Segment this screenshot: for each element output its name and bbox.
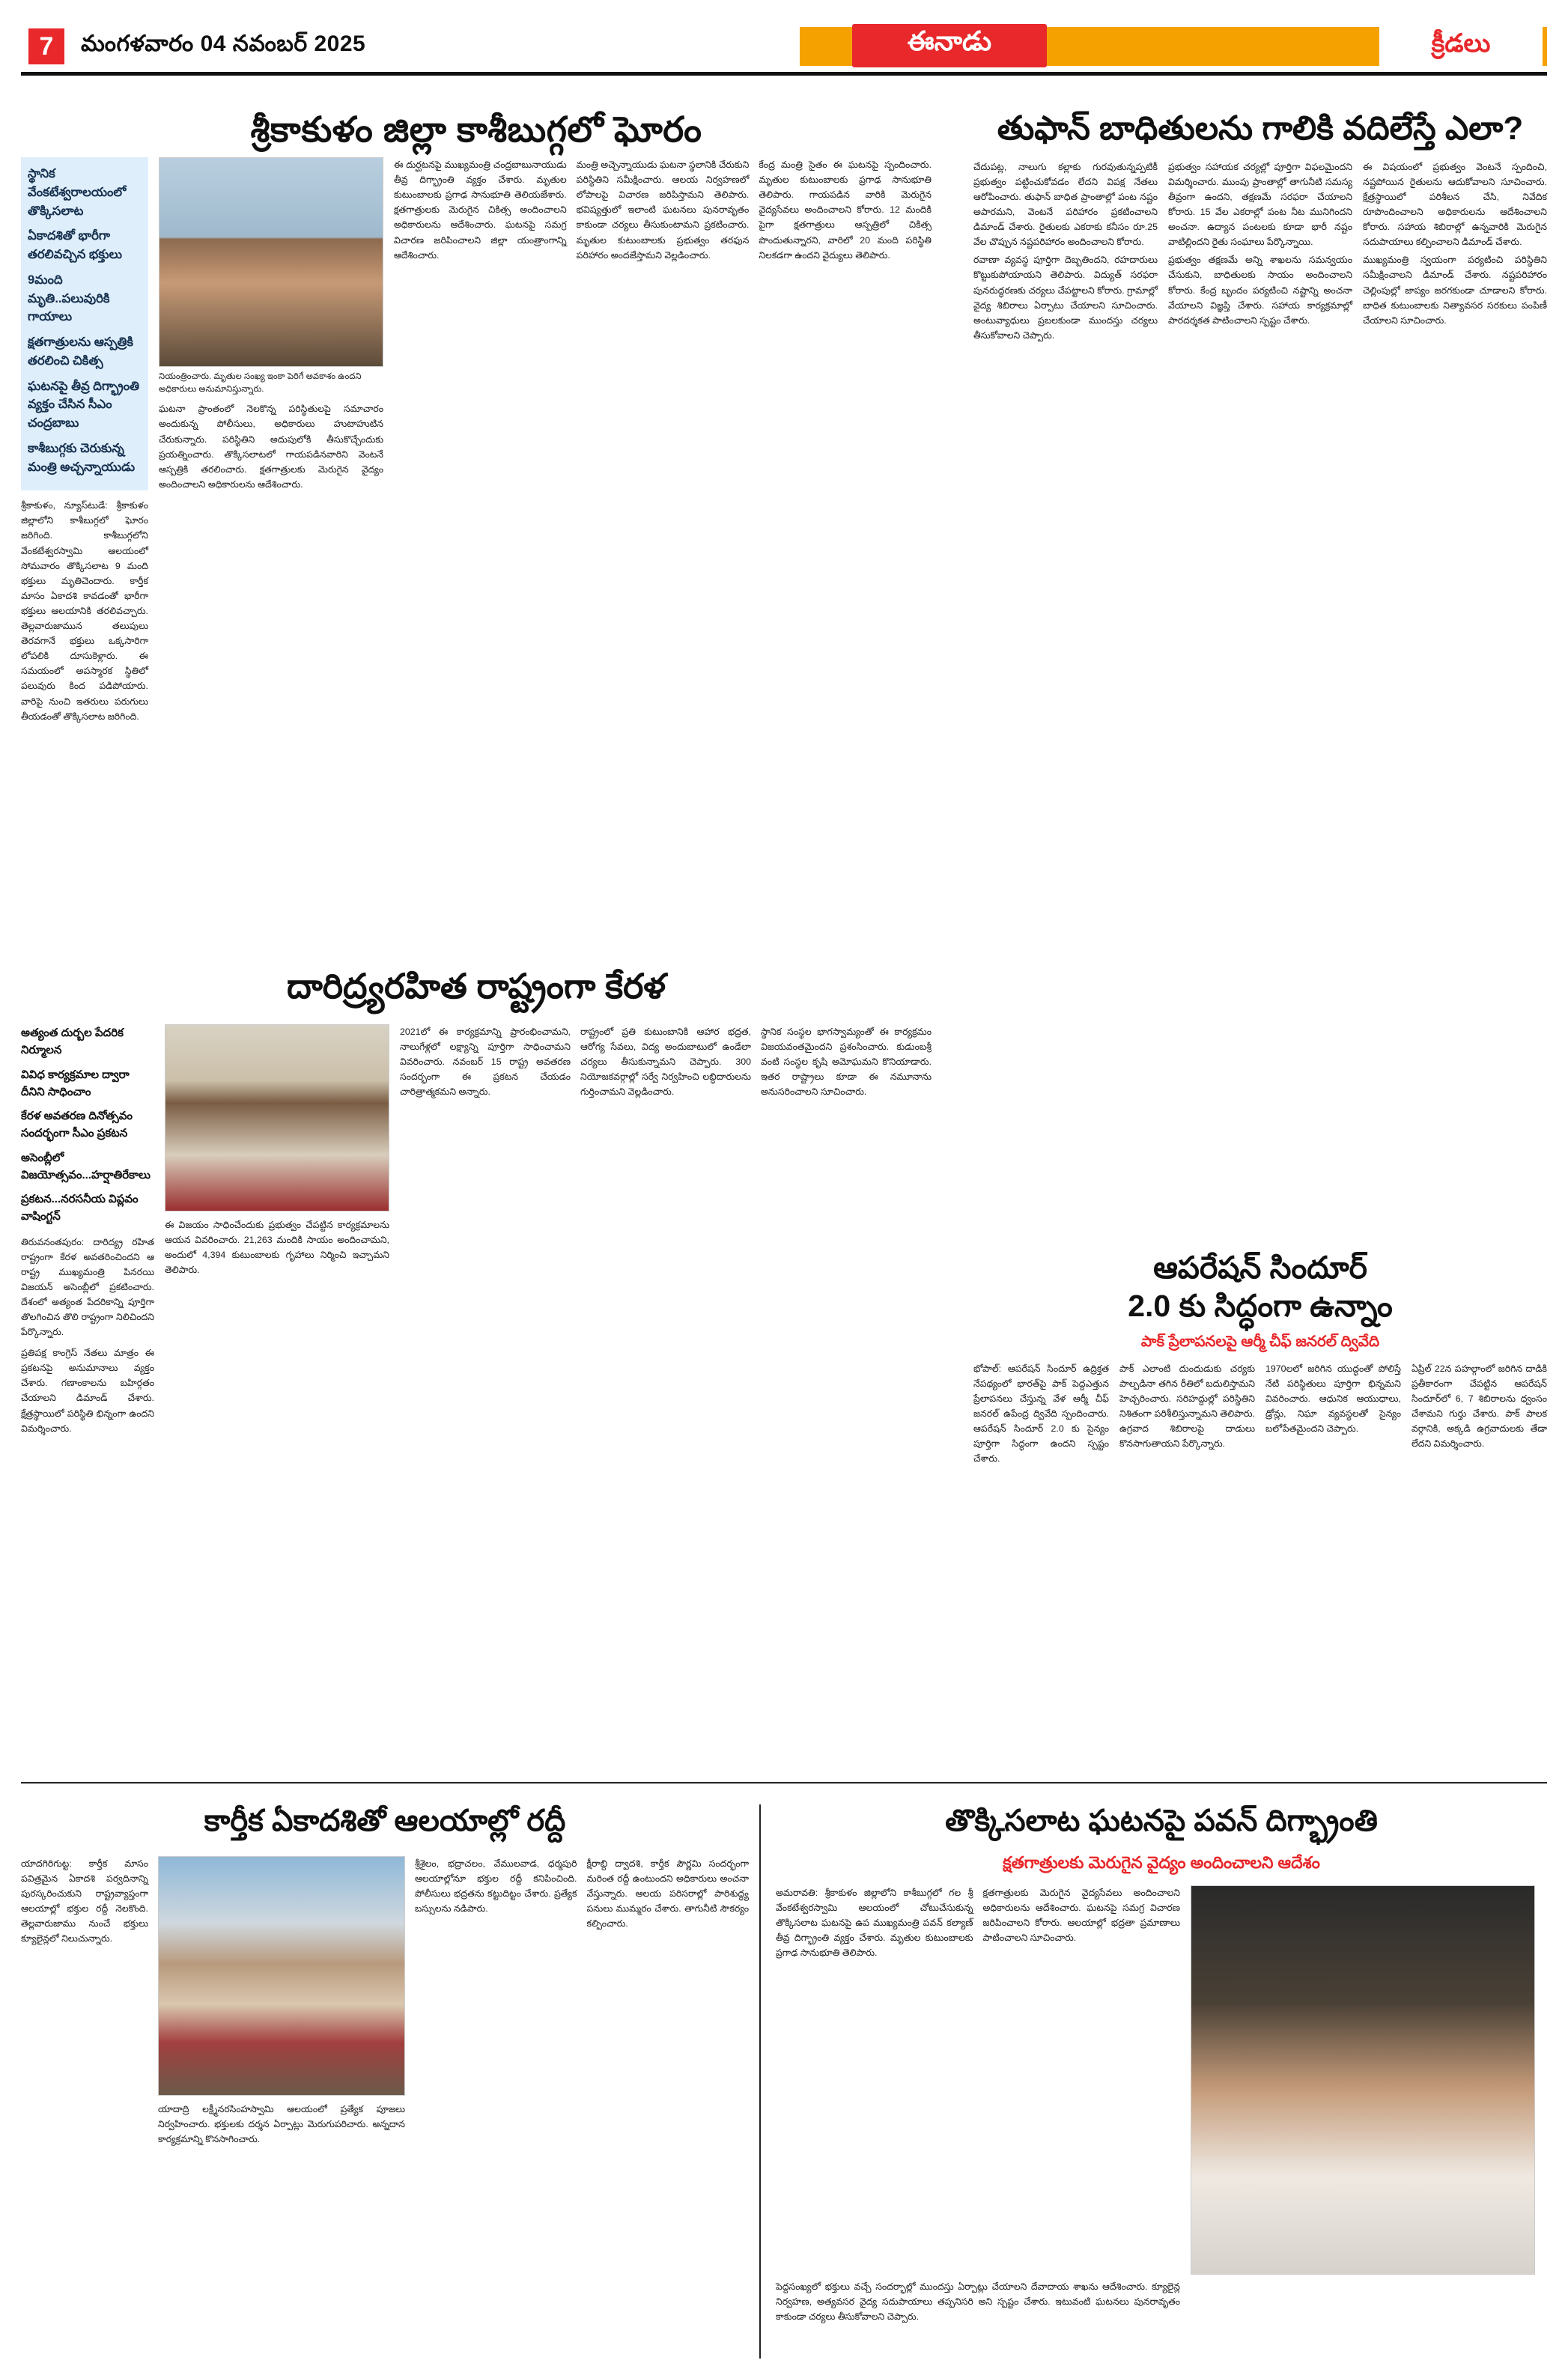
bullet-item: క్షతగాత్రులను ఆస్పత్రికి తరలించి చికిత్స bbox=[28, 335, 134, 368]
story-srikakulam-col-1: శ్రీకాకుళం, న్యూస్‌టుడే: శ్రీకాకుళం జిల్లాలోని కాశీబుగ్గలో ఘోరం జరిగింది. కాశీబుగ్గలోని వేంకటేశ్వరస్వామి ఆలయంలో సోమవారం తొక్కిసలాట 9 మంది భక్తులు మృతిచెందారు. కార్తీక మాసం ఏకాదశి కావడంతో భారీగా భక్తులు ఆలయానికి తరలివచ్చారు. తెల్లవారుజామున తలుపులు తెరవగానే భక్తులు ఒక్కసారిగా లోపలికి దూసుకెళ్లారు. ఈ సమయంలో అపస్మారక స్థితిలో పలువురు కింద పడిపోయారు. వారిపై నుంచి ఇతరులు పరుగులు తీయడంతో తొక్కిసలాట జరిగింది. bbox=[21, 500, 148, 722]
story-kerala-col-6: ప్రతిపక్ష కాంగ్రెస్‌ నేతలు మాత్రం ఈ ప్రకటనపై అనుమానాలు వ్యక్తం చేశారు. గణాంకాలను బహిర్గతం చేయాలని డిమాండ్‌ చేశారు. క్షేత్రస్థాయిలో పరిస్థితి భిన్నంగా ఉందని విమర్శించారు. bbox=[21, 1348, 154, 1434]
bullet-item: ఘటనపై తీవ్ర దిగ్భ్రాంతి వ్యక్తం చేసిన సీఎం చంద్రబాబు bbox=[28, 379, 139, 431]
story-pawan-col-1: అమరావతి: శ్రీకాకుళం జిల్లాలోని కాశీబుగ్గలో గల శ్రీ వేంకటేశ్వరస్వామి ఆలయంలో చోటుచేసుకున్న తొక్కిసలాట ఘటనపై ఉప ముఖ్యమంత్రి పవన్‌ కల్యాణ్‌ తీవ్ర దిగ్భ్రాంతి వ్యక్తం చేశారు. మృతుల కుటుంబాలకు ప్రగాఢ సానుభూతి తెలిపారు. bbox=[776, 1888, 973, 1959]
story-karthika-col-2: యాదాద్రి లక్ష్మీనరసింహస్వామి ఆలయంలో ప్రత్యేక పూజలు నిర్వహించారు. భక్తులకు దర్శన ఏర్పాట్లు మెరుగుపరిచారు. అన్నదాన కార్యక్రమాన్ని కొనసాగించారు. bbox=[158, 2104, 405, 2145]
story-cyclone-col-1: చేదుపట్ల, నాలుగు కల్లాకు గురవుతున్నప్పటికీ ప్రభుత్వం పట్టించుకోవడం లేదని విపక్ష నేతలు ఆరోపించారు. తుఫాన్‌ బాధిత ప్రాంతాల్లో పంట నష్టం అపారమని, వెంటనే పరిహారం ప్రకటించాలని డిమాండ్‌ చేశారు. రైతులకు ఎకరాకు కనీసం రూ.25 వేల చొప్పున నష్టపరిహారం అందించాలని కోరారు. bbox=[973, 161, 1158, 248]
story-cyclone-victims bbox=[973, 109, 1547, 343]
story-pawan-subhead: క్షతగాత్రులకు మెరుగైన వైద్యం అందించాలని ఆదేశం bbox=[1003, 1853, 1320, 1872]
story-cyclone-col-5: ప్రభుత్వం తక్షణమే అన్ని శాఖలను సమన్వయం చేసుకుని, బాధితులకు సాయం అందించాలని కోరారు. కేంద్ర బృందం పర్యటించి నష్టాన్ని అంచనా వేయాలని విజ్ఞప్తి చేశారు. సహాయ కార్యక్రమాల్లో పారదర్శకత పాటించాలని స్పష్టం చేశారు. bbox=[1168, 255, 1352, 326]
story-sindoor-col-3: 1970లలో జరిగిన యుద్ధంతో పోలిస్తే నేటి పరిస్థితులు పూర్తిగా భిన్నమని వివరించారు. ఆధునిక ఆయుధాలు, డ్రోన్లు, నిఘా వ్యవస్థలతో సైన్యం బలోపేతమైందని చెప్పారు. bbox=[1265, 1363, 1401, 1434]
story-kerala-col-2: ఈ విజయం సాధించేందుకు ప్రభుత్వం చేపట్టిన కార్యక్రమాలను ఆయన వివరించారు. 21,263 మందికి సాయం అందించామని, అందులో 4,394 కుటుంబాలకు గృహాలు నిర్మించి ఇచ్చామని తెలిపారు. bbox=[165, 1220, 389, 1276]
story-karthika-col-3: శ్రీశైలం, భద్రాచలం, వేములవాడ, ధర్మపురి ఆలయాల్లోనూ భక్తుల రద్దీ కనిపించింది. పోలీసులు భద్రతను కట్టుదిట్టం చేశారు. ప్రత్యేక బస్సులను నడిపారు. bbox=[415, 1858, 577, 1915]
story-sindoor-col-1: భోపాల్‌: ఆపరేషన్‌ సిందూర్‌ ఉద్రిక్తత నేపథ్యంలో భారత్‌పై పాక్‌ పెద్దఎత్తున ప్రేలాపనలు చేస్తున్న వేళ ఆర్మీ చీఫ్‌ జనరల్‌ ఉపేంద్ర ద్వివేది స్పందించారు. ఆపరేషన్‌ సిందూర్‌ 2.0 కు సైన్యం పూర్తిగా సిద్ధంగా ఉందని స్పష్టం చేశారు. bbox=[973, 1363, 1109, 1465]
kerala-cm-photo bbox=[165, 1024, 389, 1211]
bullet-item: వివిధ కార్యక్రమాల ద్వారా దీనిని సాధించాం bbox=[21, 1068, 130, 1098]
story-kerala-col-5: స్థానిక సంస్థల భాగస్వామ్యంతో ఈ కార్యక్రమం విజయవంతమైందని ప్రశంసించారు. కుడుంబశ్రీ వంటి సంస్థల కృషి అమోఘమని కొనియాడారు. ఇతర రాష్ట్రాలు కూడా ఈ నమూనాను అనుసరించాలని సూచించారు. bbox=[761, 1027, 932, 1098]
story-sindoor-col-2: పాక్‌ ఎలాంటి దుందుడుకు చర్యకు పాల్పడినా తగిన రీతిలో బదులిస్తామని హెచ్చరించారు. సరిహద్దుల్లో పరిస్థితిని నిశితంగా పరిశీలిస్తున్నామని తెలిపారు. ఉగ్రవాద శిబిరాలపై దాడులు కొనసాగుతాయని పేర్కొన్నారు. bbox=[1119, 1363, 1255, 1449]
story-pawan-headline: తొక్కిసలాట ఘటనపై పవన్‌ దిగ్భ్రాంతి bbox=[945, 1804, 1378, 1837]
pawan-kalyan-photo bbox=[1191, 1885, 1535, 2275]
story-sindoor-headline-line2: 2.0 కు సిద్ధంగా ఉన్నాం bbox=[1128, 1289, 1393, 1324]
story-karthika-headline: కార్తీక ఏకాదశితో ఆలయాల్లో రద్దీ bbox=[204, 1804, 566, 1837]
story-karthika-temples bbox=[21, 1804, 749, 2147]
bullet-item: ప్రకటన...నరసనీయ విప్లవం వాషింగ్టన్ bbox=[21, 1193, 139, 1223]
page-number: 7 bbox=[28, 28, 64, 64]
story-kerala-col-1: తిరువనంతపురం: దారిద్య్ర రహిత రాష్ట్రంగా కేరళ అవతరించిందని ఆ రాష్ట్ర ముఖ్యమంత్రి పినరయి విజయన్‌ అసెంబ్లీలో ప్రకటించారు. దేశంలో అత్యంత పేదరికాన్ని పూర్తిగా తొలగించిన తొలి రాష్ట్రంగా నిలిచిందని పేర్కొన్నారు. bbox=[21, 1236, 154, 1338]
story-operation-sindoor bbox=[973, 1249, 1547, 1466]
story-karthika-photo-block bbox=[158, 1856, 405, 2147]
masthead-date: మంగళవారం 04 నవంబర్ 2025 bbox=[81, 31, 366, 56]
story-cyclone-headline: తుఫాన్‌ బాధితులను గాలికి వదిలేస్తే ఎలా? bbox=[997, 110, 1524, 147]
column-divider bbox=[759, 1804, 761, 2359]
story-kerala-col-4: రాష్ట్రంలో ప్రతి కుటుంబానికి ఆహార భద్రత, ఆరోగ్య సేవలు, విద్య అందుబాటులో ఉండేలా చర్యలు తీసుకున్నామని చెప్పారు. 300 నియోజకవర్గాల్లో సర్వే నిర్వహించి లబ్ధిదారులను గుర్తించామని వెల్లడించారు. bbox=[580, 1027, 751, 1098]
story-srikakulam-photo-block bbox=[159, 157, 383, 724]
story-kerala-photo-block bbox=[165, 1024, 389, 1339]
story-kerala-col-3: 2021లో ఈ కార్యక్రమాన్ని ప్రారంభించామని, నాలుగేళ్లలో లక్ష్యాన్ని పూర్తిగా సాధించామని వివరించారు. నవంబర్‌ 15 రాష్ట్ర అవతరణ సందర్భంగా ఈ ప్రకటన చేయడం చారిత్రాత్మకమని అన్నారు. bbox=[400, 1027, 571, 1098]
photo-caption: నియంత్రించారు. మృతుల సంఖ్య ఇంకా పెరిగే అవకాశం ఉందని అధికారులు అనుమానిస్తున్నారు. bbox=[159, 372, 362, 394]
story-cyclone-col-4: రవాణా వ్యవస్థ పూర్తిగా దెబ్బతిందని, రహదారులు కొట్టుకుపోయాయని తెలిపారు. విద్యుత్‌ సరఫరా పునరుద్ధరణకు చర్యలు చేపట్టాలని కోరారు. గ్రామాల్లో వైద్య శిబిరాలు ఏర్పాటు చేయాలని సూచించారు. అంటువ్యాధులు ప్రబలకుండా ముందస్తు చర్యలు తీసుకోవాలని చెప్పారు. bbox=[973, 255, 1158, 341]
bullet-item: అసెంబ్లీలో విజయోత్సవం...హర్షాతిరేకాలు bbox=[21, 1151, 151, 1182]
bullet-item: ఏకాదశితో భారీగా తరలివచ్చిన భక్తులు bbox=[28, 229, 122, 262]
bullet-item: కేరళ అవతరణ దినోత్సవం సందర్భంగా సీఎం ప్రకటన bbox=[21, 1110, 133, 1140]
section-divider bbox=[21, 1782, 1547, 1784]
story-karthika-col-4: క్షీరాబ్ది ద్వాదశి, కార్తీక పౌర్ణమి సందర్భంగా మరింత రద్దీ ఉంటుందని అధికారులు అంచనా వేస్తున్నారు. ఆలయ పరిసరాల్లో పారిశుద్ధ్య పనులు ముమ్మరం చేశారు. తాగునీటి సౌకర్యం కల్పించారు. bbox=[586, 1858, 749, 1930]
story-pawan-col-2: క్షతగాత్రులకు మెరుగైన వైద్యసేవలు అందించాలని అధికారులను ఆదేశించారు. ఘటనపై సమగ్ర విచారణ జరిపించాలని కోరారు. ఆలయాల్లో భద్రతా ప్రమాణాలు పాటించాలని సూచించారు. bbox=[982, 1888, 1180, 1944]
story-sindoor-col-4: ఏప్రిల్‌ 22న పహల్గాంలో జరిగిన దాడికి ప్రతీకారంగా చేపట్టిన ఆపరేషన్‌ సిందూర్‌లో 6, 7 శిబిరాలను ధ్వంసం చేశామని గుర్తు చేశారు. పాక్‌ పాలక వర్గానికి, అక్కడి ఉగ్రవాదులకు తేడా లేదని విమర్శించారు. bbox=[1411, 1363, 1547, 1449]
story-srikakulam-col-4: మంత్రి అచ్చెన్నాయుడు ఘటనా స్థలానికి చేరుకుని పరిస్థితిని సమీక్షించారు. ఆలయ నిర్వహణలో లోపాలపై విచారణ జరిపిస్తామని తెలిపారు. భవిష్యత్తులో ఇలాంటి ఘటనలు పునరావృతం కాకుండా చర్యలు తీసుకుంటామని ప్రకటించారు. మృతుల కుటుంబాలకు ప్రభుత్వం తరఫున పరిహారం అందజేస్తామని వెల్లడించారు. bbox=[576, 159, 750, 261]
story-srikakulam bbox=[21, 109, 932, 724]
story-pawan-col-3: పెద్దసంఖ్యలో భక్తులు వచ్చే సందర్భాల్లో ముందస్తు ఏర్పాట్లు చేయాలని దేవాదాయ శాఖను ఆదేశించారు. క్యూలైన్ల నిర్వహణ, అత్యవసర వైద్య సదుపాయాలు తప్పనిసరి అని స్పష్టం చేశారు. ఇటువంటి ఘటనలు పునరావృతం కాకుండా చర్యలు తీసుకోవాలని చెప్పారు. bbox=[776, 2281, 1180, 2323]
story-kerala bbox=[21, 966, 932, 1436]
story-pawan-reaction bbox=[776, 1804, 1547, 2324]
section-label: క్రీడలు bbox=[1379, 27, 1543, 66]
story-cyclone-col-6: ముఖ్యమంత్రి స్వయంగా పర్యటించి పరిస్థితిని సమీక్షించాలని డిమాండ్‌ చేశారు. నష్టపరిహారం చెల్లింపుల్లో జాప్యం జరగకుండా చూడాలని కోరారు. బాధిత కుటుంబాలకు నిత్యావసర సరకులు పంపిణీ చేయాలని సూచించారు. bbox=[1363, 255, 1547, 326]
story-cyclone-col-3: ఈ విషయంలో ప్రభుత్వం వెంటనే స్పందించి, నష్టపోయిన రైతులను ఆదుకోవాలని సూచించారు. క్షేత్రస్థాయిలో పరిశీలన చేసి, నివేదిక రూపొందించాలని అధికారులను ఆదేశించాలని కోరారు. సహాయ శిబిరాల్లో ఉన్నవారికి మెరుగైన సదుపాయాలు కల్పించాలని డిమాండ్‌ చేశారు. bbox=[1363, 161, 1547, 248]
story-srikakulam-col-2: ఘటనా ప్రాంతంలో నెలకొన్న పరిస్థితులపై సమాచారం అందుకున్న పోలీసులు, అధికారులు హుటాహుటిన చేరుకున్నారు. పరిస్థితిని అదుపులోకి తీసుకొచ్చేందుకు ప్రయత్నించారు. తొక్కిసలాటలో గాయపడినవారిని వెంటనే ఆస్పత్రికి తరలించారు. క్షతగాత్రులకు మెరుగైన వైద్యం అందించాలని అధికారులను ఆదేశించారు. bbox=[159, 404, 383, 490]
bullet-item: స్థానిక వేంకటేశ్వరాలయంలో తొక్కిసలాట bbox=[28, 167, 127, 218]
story-srikakulam-headline: శ్రీకాకుళం జిల్లా కాశీబుగ్గలో ఘోరం bbox=[250, 109, 702, 149]
masthead bbox=[21, 13, 1547, 85]
story-kerala-bullets bbox=[21, 1024, 154, 1339]
story-srikakulam-col-3: ఈ దుర్ఘటనపై ముఖ్యమంత్రి చంద్రబాబునాయుడు తీవ్ర దిగ్భ్రాంతి వ్యక్తం చేశారు. మృతుల కుటుంబాలకు ప్రగాఢ సానుభూతి తెలియజేశారు. క్షతగాత్రులకు మెరుగైన చికిత్స అందించాలని అధికారులను ఆదేశించారు. ఘటనపై సమగ్ర విచారణ జరిపించాలని జిల్లా యంత్రాంగాన్ని ఆదేశించారు. bbox=[394, 159, 567, 261]
temple-crowd-photo bbox=[158, 1856, 405, 2096]
story-pawan-photo-block bbox=[1191, 1885, 1535, 2275]
bullet-item: అత్యంత దుర్బల పేదరిక నిర్మూలన bbox=[21, 1027, 124, 1057]
story-karthika-col-1: యాదగిరిగుట్ట: కార్తీక మాసం పవిత్రమైన ఏకాదశి పర్వదినాన్ని పురస్కరించుకుని రాష్ట్రవ్యాప్తంగా ఆలయాల్లో భక్తుల రద్దీ నెలకొంది. తెల్లవారుజాము నుంచే భక్తులు క్యూలైన్లలో నిలుచున్నారు. bbox=[21, 1858, 148, 1944]
story-srikakulam-bullets bbox=[21, 157, 148, 724]
minister-photo bbox=[159, 157, 383, 367]
story-kerala-headline: దారిద్ర్యరహిత రాష్ట్రంగా కేరళ bbox=[286, 967, 666, 1006]
story-sindoor-subhead: పాక్‌ ప్రేలాపనలపై ఆర్మీ చీఫ్‌ జనరల్‌ ద్వివేది bbox=[1140, 1333, 1380, 1350]
newspaper-page bbox=[0, 13, 1568, 2378]
masthead-rule bbox=[21, 72, 1547, 76]
story-srikakulam-col-5: కేంద్ర మంత్రి సైతం ఈ ఘటనపై స్పందించారు. మృతుల కుటుంబాలకు ప్రగాఢ సానుభూతి తెలిపారు. గాయపడిన వారికి మెరుగైన వైద్యసేవలు అందించాలని కోరారు. 12 మందికి పైగా క్షతగాత్రులు ఆస్పత్రిలో చికిత్స పొందుతున్నారని, వారిలో 20 మంది పరిస్థితి నిలకడగా ఉందని వైద్యులు తెలిపారు. bbox=[759, 159, 932, 261]
story-cyclone-col-2: ప్రభుత్వం సహాయక చర్యల్లో పూర్తిగా విఫలమైందని విమర్శించారు. ముంపు ప్రాంతాల్లో తాగునీటి సమస్య తీవ్రంగా ఉందని, తక్షణమే సరఫరా చేయాలని కోరారు. 15 వేల ఎకరాల్లో పంట నీట మునిగిందని అంచనా. ఉద్యాన పంటలకు కూడా భారీ నష్టం వాటిల్లిందని రైతు సంఘాలు పేర్కొన్నాయి. bbox=[1168, 161, 1352, 248]
publication-logo bbox=[852, 24, 1047, 67]
publication-logo-text: ఈనాడు bbox=[907, 25, 992, 56]
bullet-item: కాశీబుగ్గకు చెరుకున్న మంత్రి అచ్చన్నాయుడు bbox=[28, 441, 136, 474]
bullet-item: 9మంది మృతి..పలువురికి గాయాలు bbox=[28, 273, 110, 324]
story-sindoor-headline-line1: ఆపరేషన్‌ సిందూర్‌ bbox=[1153, 1250, 1367, 1285]
